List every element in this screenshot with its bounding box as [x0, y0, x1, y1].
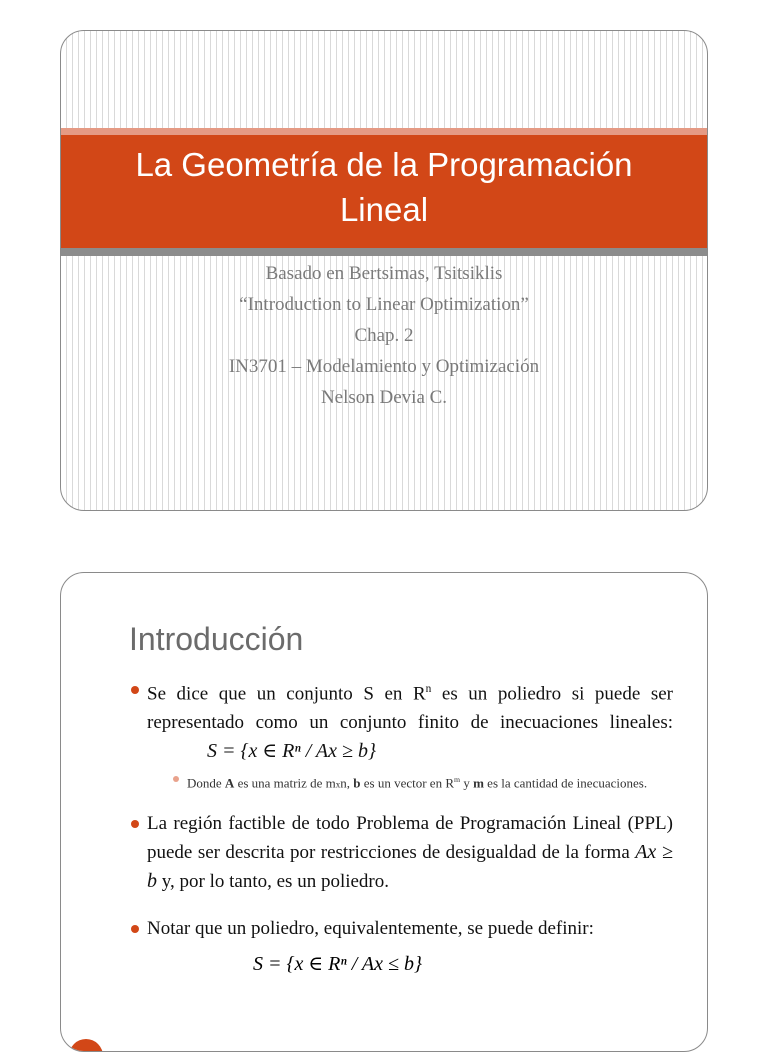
bold-term: A: [224, 775, 235, 791]
introduction-slide: [60, 572, 708, 1052]
bullet-equivalent-definition: [131, 914, 673, 943]
times-symbol: x: [335, 779, 341, 790]
superscript: m: [454, 775, 461, 785]
bold-term: b: [353, 775, 361, 791]
sub-bullet-text: Donde: [187, 775, 225, 791]
subtitle-line-book: “Introduction to Linear Optimization”: [239, 294, 529, 315]
slide-heading: Introducción: [129, 621, 304, 657]
slide-number-marker: [69, 1039, 103, 1052]
inequality-formula: Ax ≥ b: [147, 840, 673, 892]
subtitle-line-source: Basado en Bertsimas, Tsitsiklis: [265, 263, 503, 284]
sub-bullet-text: es un vector en R: [360, 775, 454, 791]
subtitle-line-course: IN3701 – Modelamiento y Optimización: [228, 356, 540, 377]
title-slide: [60, 30, 708, 511]
bullet-text: y, por lo tanto, es un poliedro.: [157, 870, 390, 892]
title-band: [61, 128, 707, 248]
bullet-text: Se dice que un conjunto S en R: [147, 683, 426, 705]
bullet-text: La región factible de todo Problema de Programación Lineal (PPL) puede ser descrita por restricciones de desigualdad de la forma: [147, 812, 673, 863]
sub-bullet-where: [173, 768, 673, 796]
bullet-text: Notar que un poliedro, equivalentemente, se puede definir:: [147, 917, 594, 939]
subtitle-line-author: Nelson Devia C.: [320, 387, 448, 408]
bullet-list: [131, 675, 673, 976]
sub-bullet-text: es la cantidad de inecuaciones.: [483, 775, 648, 791]
sub-bullet-text: y: [460, 775, 474, 791]
title-band-top-stripe: [61, 128, 707, 135]
slide-title: La Geometría de la Programación Lineal: [135, 146, 633, 228]
equivalent-polyhedron-formula: S = {x ∈ Rⁿ / Ax ≤ b}: [253, 952, 422, 975]
subtitle-line-chapter: Chap. 2: [354, 325, 414, 346]
title-band-bottom-stripe: [61, 248, 707, 256]
bold-term: m: [473, 775, 484, 791]
bullet-polyhedron-definition: [131, 675, 673, 766]
bullet-text: es un poliedro si puede ser representado como un conjunto finito de inecuaciones lineales:: [147, 683, 673, 734]
polyhedron-formula: S = {x ∈ Rⁿ / Ax ≥ b}: [207, 740, 376, 763]
slide-subtitle: [61, 258, 707, 413]
superscript: n: [425, 683, 432, 695]
sub-bullet-text: es una matriz de m: [234, 775, 336, 791]
bullet-feasible-region: [131, 809, 673, 896]
sub-bullet-text: n,: [340, 775, 354, 791]
